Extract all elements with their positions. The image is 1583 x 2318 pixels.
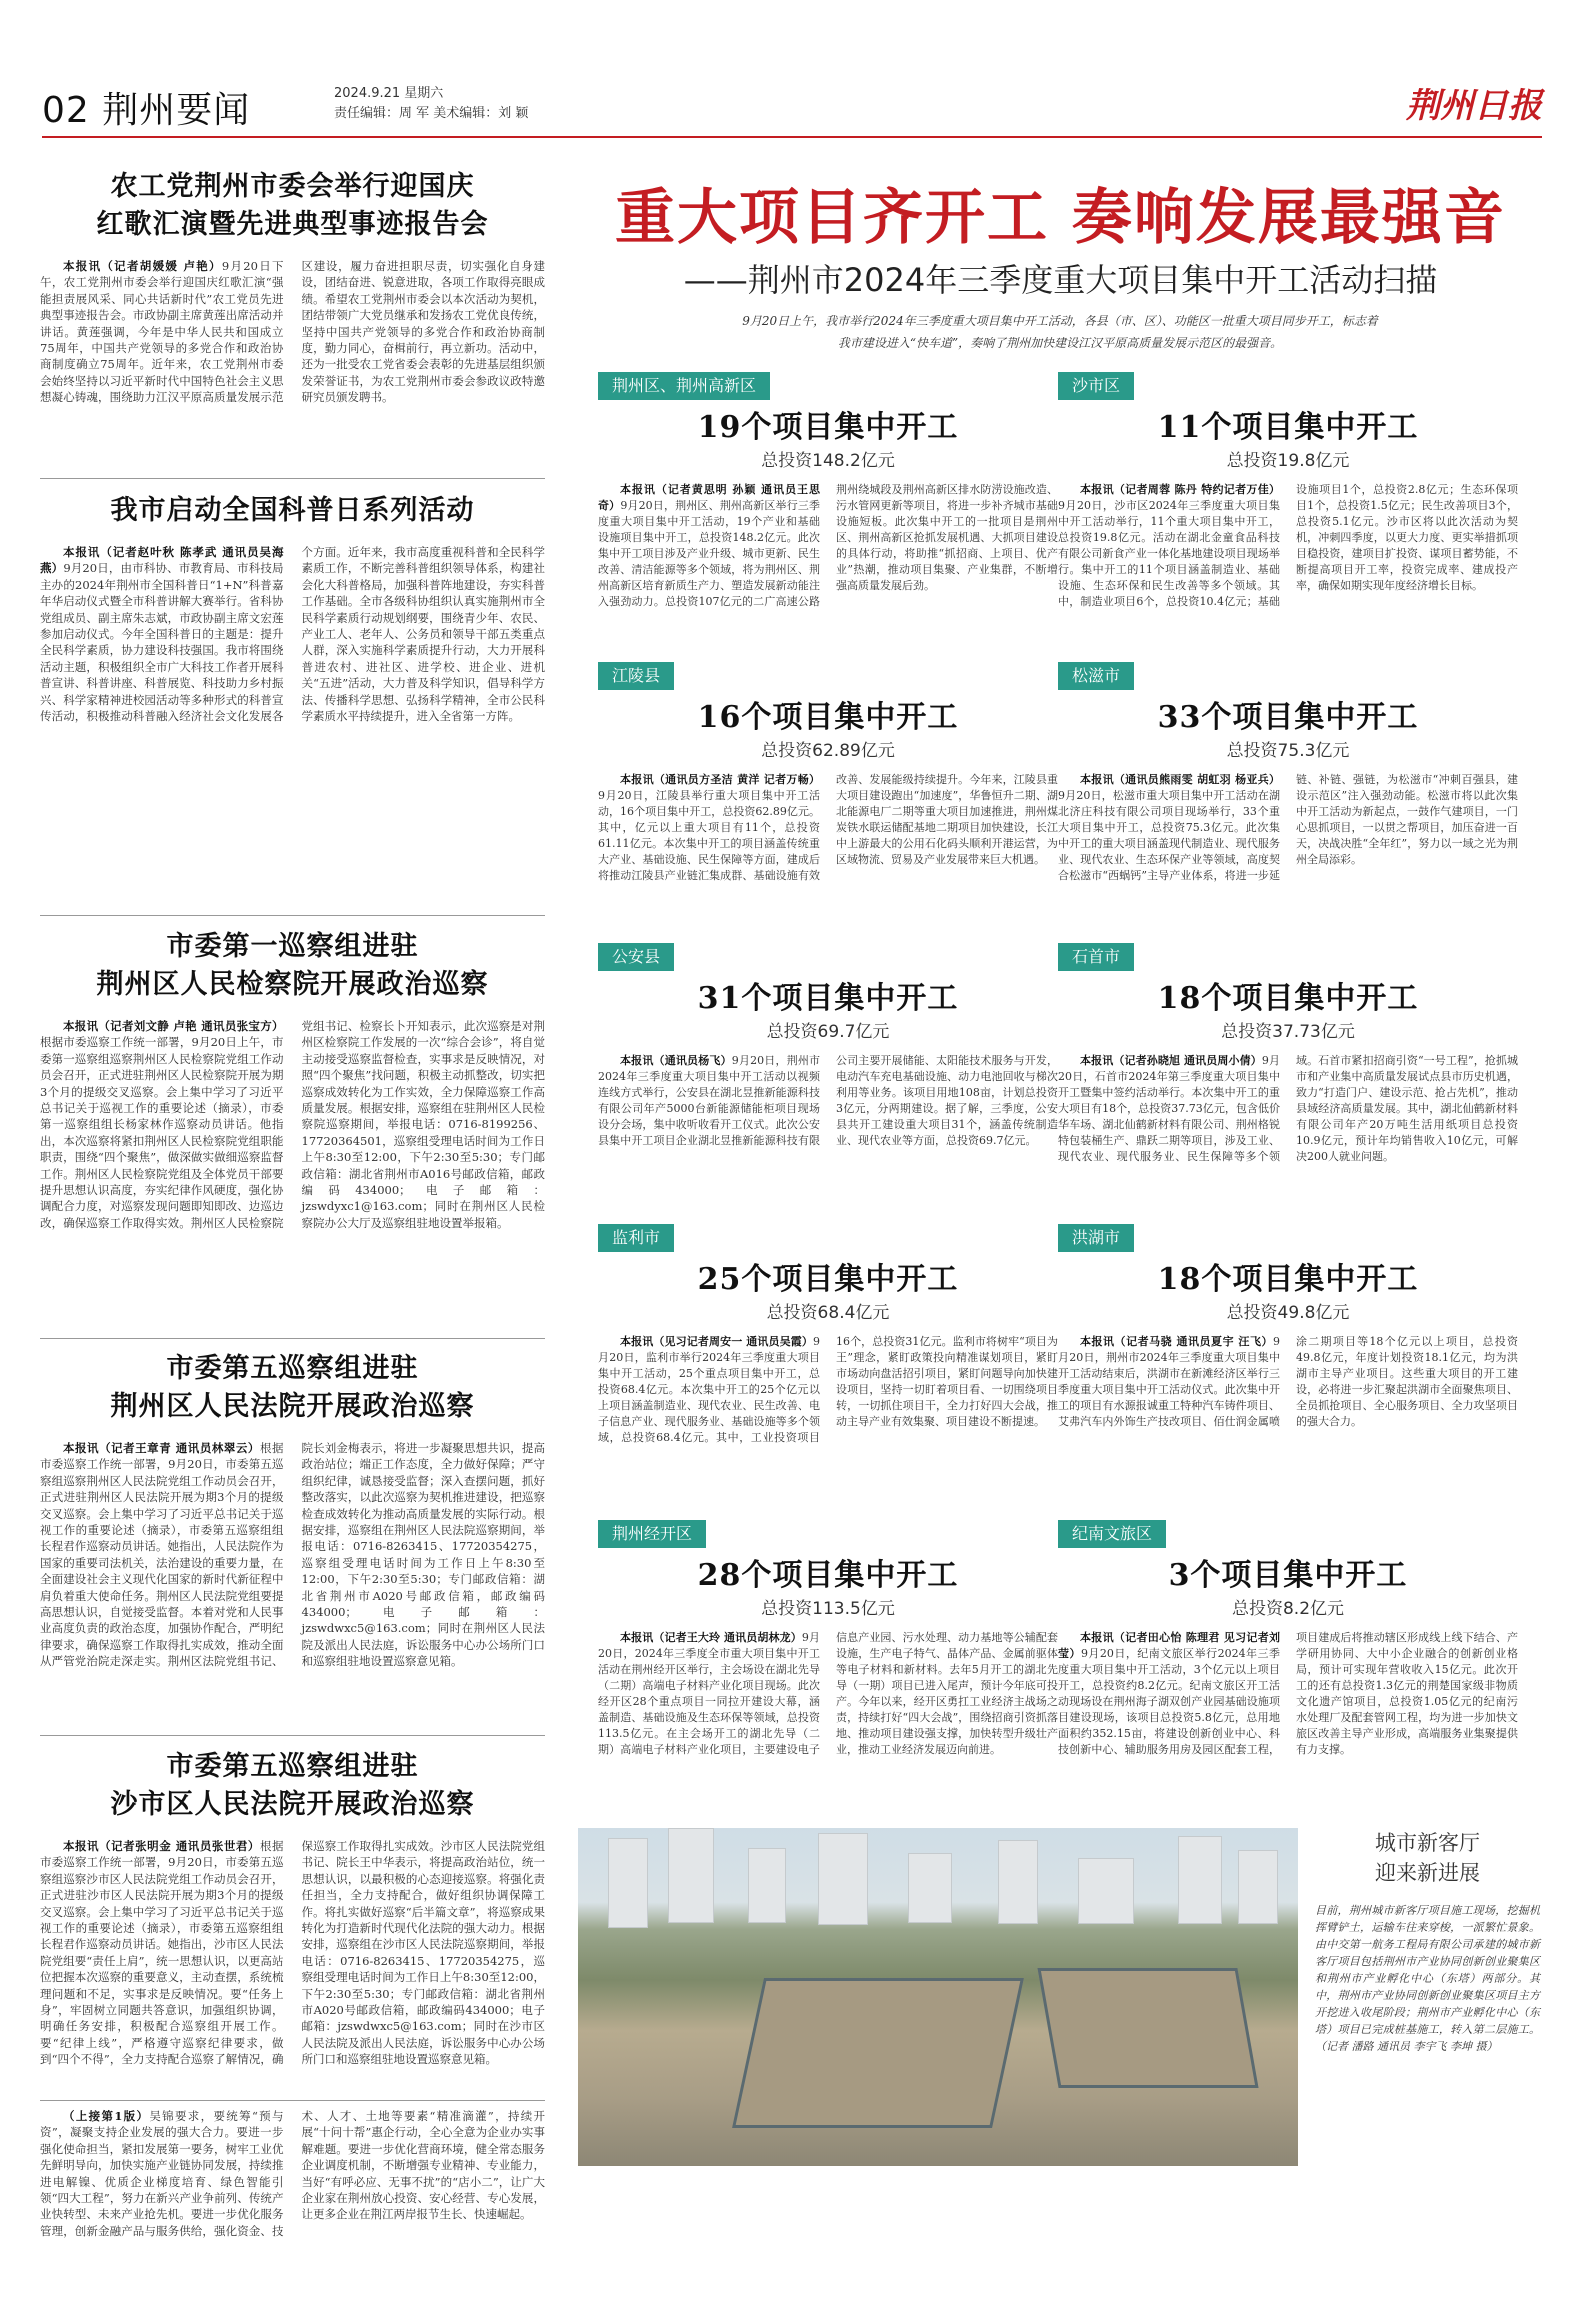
editors: 责任编辑：周 军 美术编辑：刘 颖 xyxy=(334,106,529,121)
construction-photo xyxy=(578,1828,1298,2166)
divider xyxy=(40,1735,545,1736)
feature-subheadline: ——荆州市2024年三季度重大项目集中开工活动扫描 xyxy=(683,261,1438,299)
district-investment: 总投资37.73亿元 xyxy=(1221,1022,1355,1042)
building-shape xyxy=(608,1838,648,1928)
district-block xyxy=(598,943,1058,1201)
district-investment: 总投资148.2亿元 xyxy=(761,451,895,471)
building-shape xyxy=(998,1840,1038,1924)
article-body: 本报讯（记者赵叶秋 陈孝武 通讯员吴海燕）9月20日，由市科协、市教育局、市科技局主办的2024年荆州市全国科普日“1+N”科普嘉年华启动仪式暨全市科普讲解大赛举行。省科协党组成员、副主席朱志斌，市政协副主席文宏莲参加启动仪式。今年全国科普日的主题是：提升全民科学素质，协力建设科技强国。我市将围绕活动主题，积极组织全市广大科技工作者开展科普宣讲、科普讲座、科普展览、科技助力乡村振兴、科学家精神进校园活动等多种形式的科普宣传活动，积极推动科普融入经济社会文化发展各个方面。近年来，我市高度重视科普和全民科学素质工作，不断完善科普组织领导体系，构建社会化大科普格局，加强科普阵地建设，夯实科普工作基础。全市各级科协组织认真实施荆州市全民科学素质行动规划纲要，围绕青少年、农民、产业工人、老年人、公务员和领导干部五类重点人群，深入实施科学素质提升行动，大力开展科普进农村、进社区、进学校、进企业、进机关“五进”活动，大力普及科学知识，倡导科学方法、传播科学思想、弘扬科学精神，全市公民科学素质水平持续提升，进入全省第一方阵。 xyxy=(40,545,545,724)
divider xyxy=(40,1338,545,1339)
district-text: 本报讯（通讯员杨飞）9月20日，荆州市2024年三季度重大项目集中开工活动以视频连线方式举行，公安县在湖北昱推新能源科技有限公司年产5000台新能源储能柜项目现场设分会场，集中收听收看开工仪式。此次公安县集中开工项目企业湖北昱推新能源科技有限公司主要开展储能、太阳能技术服务与开发，电动汽车充电基础设施、动力电池回收与梯次利用等业务。该项目用地108亩，计划总投资3亿元，分两期建设。据了解，三季度，公安县共开工建设重大项目31个，涵盖传统制造业、现代农业等方面，总投资69.7亿元。 xyxy=(598,1054,1058,1147)
building-shape xyxy=(748,1848,786,1923)
district-badge: 公安县 xyxy=(598,943,674,971)
district-block xyxy=(1058,662,1518,920)
district-text: 本报讯（记者孙晓旭 通讯员周小倩）9月20日，石首市2024年第三季度重大项目集中开工暨集中签约活动举行。本次集中开工的重大项目有18个，总投资37.73亿元，包含低价华车场、湖北仙鹤新材料有限公司、荆州格锐特包装桶生产、鼎跃二期等项目，涉及工业、现代农业、现代服务业、民生保障等多个领域。石首市紧扣招商引资“一号工程”，抢抓城市和产业集中高质量发展试点县市历史机遇，致力“打造门户、建设示范、抢占先机”，推动县域经济高质量发展。其中，湖北仙鹤新材料有限公司年产20万吨生活用纸项目总投资10.9亿元，预计年均销售收入10亿元，可解决200人就业问题。 xyxy=(1058,1054,1518,1163)
article-xuncha-1 xyxy=(40,928,545,1328)
building-shape xyxy=(818,1833,868,1925)
district-investment: 总投资49.8亿元 xyxy=(1226,1303,1350,1323)
district-title: 11个项目集中开工 xyxy=(1157,410,1419,445)
district-badge: 沙市区 xyxy=(1058,372,1134,400)
divider xyxy=(40,2100,545,2101)
district-investment: 总投资75.3亿元 xyxy=(1226,741,1350,761)
excavation-pit xyxy=(732,1978,1024,2128)
building-shape xyxy=(1078,1858,1134,1924)
article-title: 市委第一巡察组进驻 荆州区人民检察院开展政治巡察 xyxy=(96,931,489,1000)
district-title: 31个项目集中开工 xyxy=(697,981,959,1016)
district-text: 本报讯（记者周蓉 陈丹 特约记者万佳）9月20日，沙市区2024年三季度重大项目集中开工活动举行，11个重大项目集中开工，总投资19.8亿元。活动在湖北金童食品科技有限公司新食产业一体化基地建设项目现场举行。集中开工的11个项目涵盖制造业、基础设施、生态环保和民生改善等多个领域。其中，制造业项目6个，总投资10.4亿元；基础设施项目1个，总投资2.8亿元；生态环保项目1个，总投资1.5亿元；民生改善项目3个，总投资5.1亿元。沙市区将以此次活动为契机，冲刺四季度，以更大力度、更实举措抓项目稳投资，建项目扩投资、谋项目蓄势能，不断提高项目开工率，投资完成率、建成投产率，确保如期实现年度经济增长目标。 xyxy=(1058,483,1518,608)
district-title: 19个项目集中开工 xyxy=(697,410,959,445)
district-badge: 洪湖市 xyxy=(1058,1224,1134,1252)
issue-info xyxy=(334,84,528,124)
district-badge: 纪南文旅区 xyxy=(1058,1520,1166,1548)
excavation-pit xyxy=(1037,1968,1258,2088)
article-title: 市委第五巡察组进驻 荆州区人民法院开展政治巡察 xyxy=(110,1353,475,1422)
page-label: 02 荆州要闻 xyxy=(42,90,251,131)
district-text: 本报讯（通讯员熊雨雯 胡虹羽 杨亚兵）9月20日，松滋市重大项目集中开工活动在湖北济庄科技有限公司项目现场举行，33个重大项目集中开工，总投资75.3亿元。此次集中开工的重大项目涵盖现代制造业、现代服务业、现代农业、生态环保产业等领域，高度契合松滋市“西蜗钙”主导产业体系，将进一步延链、补链、强链，为松滋市“冲刺百强县，建设示范区”注入强劲动能。松滋市将以此次集中开工活动为新起点，一鼓作气建项目，一门心思抓项目，一以贯之帮项目，加压奋进一百天，决战决胜“全年红”，努力以一域之光为荆州全局添彩。 xyxy=(1058,773,1518,882)
district-investment: 总投资69.7亿元 xyxy=(766,1022,890,1042)
district-block xyxy=(1058,372,1518,630)
article-kepu xyxy=(40,492,545,907)
district-block xyxy=(598,662,1058,920)
district-investment: 总投资8.2亿元 xyxy=(1231,1599,1345,1619)
district-badge: 石首市 xyxy=(1058,943,1134,971)
caption-text: 目前，荆州城市新客厅项目施工现场，挖掘机挥臂铲土，运输车往来穿梭，一派繁忙景象。由中交第一航务工程局有限公司承建的城市新客厅项目包括荆州市产业协同创新创业聚集区和荆州市产业孵化中心（东塔）两部分。其中，荆州市产业协同创新创业聚集区项目主方开挖进入收尾阶段；荆州市产业孵化中心（东塔）项目已完成桩基施工，转入第二层施工。（记者 潘路 通讯员 李宇飞 李坤 摄） xyxy=(1315,1904,1540,2053)
photo-caption xyxy=(1315,1828,1540,2055)
district-block xyxy=(598,372,1058,630)
district-title: 18个项目集中开工 xyxy=(1157,981,1419,1016)
article-xuncha-2 xyxy=(40,1350,545,1725)
newspaper-logo: 荆州日报 xyxy=(1406,86,1542,126)
article-xuncha-3 xyxy=(40,1748,545,2093)
article-body: 本报讯（记者张明金 通讯员张世君）根据市委巡察工作统一部署，9月20日，市委第五巡察组巡察沙市区人民法院党组工作动员会召开，正式进驻沙市区人民法院开展为期3个月的提级交叉巡察。会上集中学习了习近平总书记关于巡视工作的重要论述（摘录），市委第五巡察组组长程君作巡察动员讲话。她指出，沙市区人民法院党组要“责任上肩”，统一思想认识，以更高站位把握本次巡察的重要意义，主动查摆，系统梳理问题和不足，实事求是反映情况。要“任务上身”，牢固树立同题共答意识，加强组织协调，明确任务安排，积极配合巡察组开展工作。要“纪律上线”，严格遵守巡察纪律要求，做到“四个不得”，全力支持配合巡察了解情况，确保巡察工作取得扎实成效。沙市区人民法院党组书记、院长王中华表示，将提高政治站位，统一思想认识，以最积极的心态迎接巡察。将强化责任担当，全力支持配合，做好组织协调保障工作。将扎实做好巡察“后半篇文章”，将巡察成果转化为打造新时代现代化法院的强大动力。根据安排，巡察组在沙市区人民法院巡察期间，举报电话：0716-8263415、17720354275，巡察组受理电话时间为工作日上午8:30至12:00，下午2:30至5:30；专门邮政信箱：湖北省荆州市A020号邮政信箱，邮政编码434000；电子邮箱：jzswdwxc5@163.com；同时在沙市区人民法院及派出人民法庭，诉讼服务中心办公场所门口和巡察组驻地设置巡察意见箱。 xyxy=(40,1839,545,2067)
divider xyxy=(40,915,545,916)
district-title: 28个项目集中开工 xyxy=(697,1558,959,1593)
building-shape xyxy=(1178,1836,1222,1924)
district-title: 3个项目集中开工 xyxy=(1168,1558,1408,1593)
article-nonggong xyxy=(40,168,545,468)
district-badge: 荆州区、荆州高新区 xyxy=(598,372,770,400)
building-shape xyxy=(1238,1850,1278,1924)
feature-intro: 9月20日上午，我市举行2024年三季度重大项目集中开工活动，各县（市、区）、功能区一批重大项目同步开工，标志着我市建设进入“快车道”，奏响了荆州加快建设江汉平原高质量发展示范区的最强音。 xyxy=(742,314,1378,350)
article-body: 本报讯（记者刘文静 卢艳 通讯员张宝方）根据市委巡察工作统一部署，9月20日上午，市委第一巡察组巡察荆州区人民检察院党组工作动员会召开，正式进驻荆州区人民检察院开展为期3个月的提级交叉巡察。会上集中学习了习近平总书记关于巡视工作的重要论述（摘录），市委第一巡察组组长杨家林作巡察动员讲话。他指出，本次巡察将紧扣荆州区人民检察院党组职能职责，围绕“四个聚焦”，做深做实做细巡察监督工作。荆州区人民检察院党组及全体党员干部要提升思想认识高度，夯实纪律作风硬度，强化协调配合力度，对巡察发现问题即知即改、边巡边改，确保巡察工作取得实效。荆州区人民检察院党组书记、检察长卜开知表示，此次巡察是对荆州区检察院工作发展的一次“综合会诊”，将自觉主动接受巡察监督检查，实事求是反映情况，对照“四个聚焦”找问题，积极主动抓整改，切实把巡察成效转化为工作实效，全力保障巡察工作高质量发展。根据安排，巡察组在驻荆州区人民检察院巡察期间，举报电话：0716-8199256、17720364501，巡察组受理电话时间为工作日上午8:30至12:00，下午2:30至5:30；专门邮政信箱：湖北省荆州市A016号邮政信箱，邮政编码434000；电子邮箱：jzswdyxc1@163.com；同时在荆州区人民检察院办公大厅及巡察组驻地设置举报箱。 xyxy=(40,1019,545,1230)
building-shape xyxy=(908,1853,952,1923)
district-badge: 松滋市 xyxy=(1058,662,1134,690)
article-title: 市委第五巡察组进驻 沙市区人民法院开展政治巡察 xyxy=(110,1751,475,1820)
district-block xyxy=(1058,1520,1518,1810)
district-text: 本报讯（记者马骁 通讯员夏宇 汪飞）9月20日，荆州市2024年三季度重大项目集中开工活动结束后，洪湖市在新滩经济区举行三季度重大项目集中开工活动仪式。此次集中开工的项目有水源报诚重工特种汽车铸件项目、艾弗汽车内外饰生产技改项目、佰仕润金属喷涂二期项目等18个亿元以上项目，总投资49.8亿元，年度计划投资18.1亿元，均为洪湖市主导产业项目。这些重大项目的开工建设，必将进一步汇聚起洪湖市全面聚焦项目、全员抓抢项目、全心服务项目、全力攻坚项目的强大合力。 xyxy=(1058,1335,1518,1428)
building-shape xyxy=(668,1828,714,1923)
article-continued xyxy=(40,2108,545,2318)
district-title: 33个项目集中开工 xyxy=(1157,700,1419,735)
caption-title: 城市新客厅 迎来新进展 xyxy=(1375,1831,1480,1885)
article-title: 农工党荆州市委会举行迎国庆 红歌汇演暨先进典型事迹报告会 xyxy=(96,171,489,240)
district-investment: 总投资62.89亿元 xyxy=(761,741,895,761)
district-badge: 荆州经开区 xyxy=(598,1520,706,1548)
masthead xyxy=(42,76,1542,138)
district-text: 本报讯（见习记者周安一 通讯员吴霞）9月20日，监利市举行2024年三季度重大项目集中开工活动，25个重点项目集中开工，总投资68.4亿元。本次集中开工的25个亿元以上项目涵盖制造业、现代农业、民生改善、电子信息产业、现代服务业、基础设施等多个领域，总投资68.4亿元。其中，工业投资项目16个，总投资31亿元。监利市将树牢“项目为王”理念，紧盯政策投向精准谋划项目，紧盯市场动向盘活招引项目，紧盯问题导向加快建设项目，坚持一切盯着项目看、一切围绕项目转，一切抓住项目干，全力打好四大会战，推动主导产业有效集聚、项目建设不断提速。 xyxy=(598,1335,1058,1444)
district-block xyxy=(1058,943,1518,1201)
district-title: 25个项目集中开工 xyxy=(697,1262,959,1297)
article-body: 本报讯（记者王章青 通讯员林翠云）根据市委巡察工作统一部署，9月20日，市委第五巡察组巡察荆州区人民法院党组工作动员会召开，正式进驻荆州区人民法院开展为期3个月的提级交叉巡察。会上集中学习了习近平总书记关于巡视工作的重要论述（摘录），市委第五巡察组组长程君作巡察动员讲话。她指出，人民法院作为国家的重要司法机关，法治建设的重要力量，在全面建设社会主义现代化国家的新时代新征程中肩负着重大使命任务。荆州区人民法院党组要提高思想认识，自觉接受监督。本着对党和人民事业高度负责的政治态度，加强协作配合，严明纪律要求，确保巡察工作取得扎实成效，推动全面从严管党治院走深走实。荆州区法院党组书记、院长刘金梅表示，将进一步凝聚思想共识，提高政治站位；端正工作态度，全力做好保障；严守组织纪律，诚恳接受监督；深入查摆问题，抓好整改落实，以此次巡察为契机推进建设，把巡察检查成效转化为推动高质量发展的实际行动。根据安排，巡察组在荆州区人民法院巡察期间，举报电话：0716-8263415、17720354275，巡察组受理电话时间为工作日上午8:30至12:00，下午2:30至5:30；专门邮政信箱：湖北省荆州市A020号邮政信箱，邮政编码434000；电子邮箱：jzswdwxc5@163.com；同时在荆州区人民法院及派出人民法庭，诉讼服务中心办公场所门口和巡察组驻地设置巡察意见箱。 xyxy=(40,1441,545,1669)
article-title: 我市启动全国科普日系列活动 xyxy=(110,495,475,526)
article-body: 本报讯（记者胡媛媛 卢艳）9月20日下午，农工党荆州市委会举行迎国庆红歌汇演“强能担责展风采、同心共话新时代”农工党员先进典型事迹报告会。市政协副主席黄莲出席活动并讲话。黄莲强调，今年是中华人民共和国成立75周年，中国共产党领导的多党合作和政治协商制度确立75周年。近年来，农工党荆州市委会始终坚持以习近平新时代中国特色社会主义思想凝心铸魂，围绕助力江汉平原高质量发展示范区建设，履力奋进担职尽责，切实强化自身建设，团结奋进、锐意进取，各项工作取得亮眼成绩。希望农工党荆州市委会以本次活动为契机，团结带领广大党员继承和发扬农工党优良传统，坚持中国共产党领导的多党合作和政治协商制度，勤力同心，奋楫前行，再立新功。活动中，还为一批受农工党省委会表彰的先进基层组织颁发荣誉证书，为农工党荆州市委会参政议政特邀研究员颁发聘书。 xyxy=(40,259,545,405)
issue-date: 2024.9.21 星期六 xyxy=(334,86,444,101)
district-block xyxy=(598,1520,1058,1810)
district-text: 本报讯（记者王大玲 通讯员胡林龙）9月20日，2024年三季度全市重大项目集中开工活动在荆州经开区举行，主会场设在湖北先导（二期）高端电子材料产业化项目现场。此次经开区28个重点项目一同拉开建设大幕，涵盖制造、基础设施及生态环保等领域，总投资113.5亿元。在主会场开工的湖北先导（二期）高端电子材料产业化项目，主要建设电子信息产业园、污水处理、动力基地等公辅配套设施，生产电子特气、晶体产品、金属前驱体等电子材料和新材料。去年5月开工的湖北先导（一期）项目已进入尾声，预计今年底可投产。今年以来，经开区勇扛工业经济主战场之责，持续打好“四大会战”，围绕招商引资抓落地、推动项目建设强支撑，加快转型升级壮产业，推动工业经济发展迈向前进。 xyxy=(598,1631,1058,1756)
district-investment: 总投资113.5亿元 xyxy=(761,1599,895,1619)
divider xyxy=(40,478,545,479)
district-investment: 总投资19.8亿元 xyxy=(1226,451,1350,471)
district-badge: 监利市 xyxy=(598,1224,674,1252)
district-investment: 总投资68.4亿元 xyxy=(766,1303,890,1323)
district-title: 16个项目集中开工 xyxy=(697,700,959,735)
district-title: 18个项目集中开工 xyxy=(1157,1262,1419,1297)
district-block xyxy=(1058,1224,1518,1482)
district-text: 本报讯（记者田心怡 陈理君 见习记者刘莹）9月20日，纪南文旅区举行2024年三季度重大项目集中开工活动，3个亿元以上项目开工，总投资约8.2亿元。纪南文旅区开工活动现场设在荆州海子湖双创产业园基础设施项目建设现场，该项目总投资5.8亿元，总用地面积约352.15亩，将建设创新创业中心、科技创新中心、辅助服务用房及园区配套工程，项目建成后将推动辖区形成线上线下结合、产学研用协同、大中小企业融合的创新创业格局，预计可实现年营收收入15亿元。此次开工的还有总投资1.3亿元的荆楚国家级非物质文化遗产馆项目，总投资1.05亿元的纪南污水处理厂及配套管网工程，均为进一步加快文旅区改善主导产业形成，高端服务业集聚提供有力支撑。 xyxy=(1058,1631,1518,1756)
district-text: 本报讯（通讯员方圣洁 黄洋 记者万畅）9月20日，江陵县举行重大项目集中开工活动，16个项目集中开工，总投资62.89亿元。其中，亿元以上重大项目有11个，总投资61.11亿元。本次集中开工的项目涵盖传统重大产业、基础设施、民生保障等方面，建成后将推动江陵县产业链汇集成群、基础设施有效改善、发展能级持续提升。今年来，江陵县重大项目建设跑出“加速度”，华鲁恒升二期、湖北能源电厂二期等重大项目加速推进，荆州煤炭铁水联运储配基地二期项目加快建设，长江中上游最大的公用石化码头顺利开港运营，为区域物流、贸易及产业发展带来巨大机遇。 xyxy=(598,773,1058,882)
district-text: 本报讯（记者黄思明 孙颖 通讯员王思奇）9月20日，荆州区、荆州高新区举行三季度重大项目集中开工活动，19个产业和基础设施项目集中开工，总投资148.2亿元。此次集中开工项目涉及产业升级、城市更新、民生改善、清洁能源等多个领域，将为荆州区、荆州高新区培育新质生产力、塑造发展新动能注入强劲动力。总投资107亿元的二广高速公路荆州绕城段及荆州高新区排水防涝设施改造、污水管网更新等项目，将进一步补齐城市基础设施短板。此次集中开工的一批项目是荆州区、荆州高新区抢抓发展机遇、大抓项目建设的具体行动，将助推“抓招商、上项目、优产业”热潮，推动项目集聚、产业集群，不断增强高质量发展后劲。 xyxy=(598,483,1058,608)
feature-headline: 重大项目齐开工 奏响发展最强音 xyxy=(615,183,1506,253)
article-body: （上接第1版）吴锦要求，要统筹“预与资”，凝聚支持企业发展的强大合力。要进一步强化使命担当，紧扣发展第一要务，树牢工业优先鲜明导向，加快实施产业链协同发展，持续推进电解镍、优质企业梯度培育、绿色智能引领“四大工程”，努力在新兴产业争前列、传统产业快转型、未来产业抢先机。要进一步优化服务管理，创新金融产品与服务供给，强化资金、技术、人才、土地等要素“精准滴灌”，持续开展“十问十帮”惠企行动，全心全意为企业办实事解难题。要进一步优化营商环境，健全常态服务企业调度机制，不断增强专业精神、专业能力，当好“有呼必应、无事不扰”的“店小二”，让广大企业家在荆州放心投资、安心经营、专心发展，让更多企业在荆江两岸报节生长、快速崛起。 xyxy=(40,2109,545,2238)
district-block xyxy=(598,1224,1058,1482)
district-badge: 江陵县 xyxy=(598,662,674,690)
